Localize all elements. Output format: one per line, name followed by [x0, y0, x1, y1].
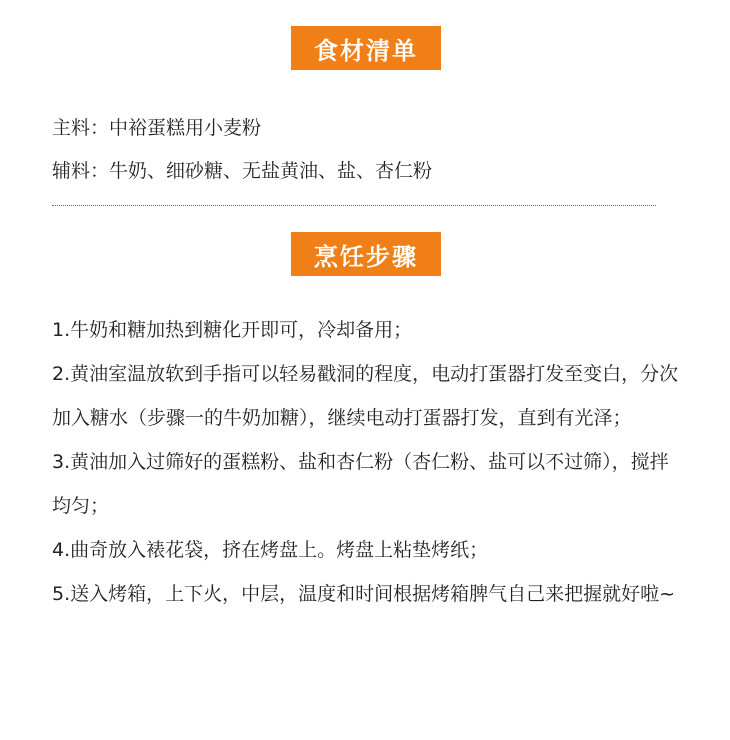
steps-list: [52, 308, 682, 616]
ingredients-title-badge: [291, 26, 441, 70]
aux-ingredient-line: 辅料：牛奶、细砂糖、无盐黄油、盐、杏仁粉: [52, 160, 433, 182]
step-item-5: 5.送入烤箱，上下火，中层，温度和时间根据烤箱脾气自己来把握就好啦~: [52, 583, 676, 605]
dotted-divider: [52, 205, 656, 206]
main-ingredient-line: 主料：中裕蛋糕用小麦粉: [52, 117, 262, 139]
step-item-4: 4.曲奇放入裱花袋，挤在烤盘上。烤盘上粘垫烤纸；: [52, 539, 489, 561]
step-item-2: 2.黄油室温放软到手指可以轻易戳洞的程度，电动打蛋器打发至变白，分次加入糖水（步骤一的牛奶加糖），继续电动打蛋器打发，直到有光泽；: [52, 363, 679, 429]
ingredients-title: 食材清单: [314, 36, 418, 65]
steps-title-badge: [291, 232, 441, 276]
step-item-3: 3.黄油加入过筛好的蛋糕粉、盐和杏仁粉（杏仁粉、盐可以不过筛），搅拌均匀；: [52, 451, 669, 517]
steps-title: 烹饪步骤: [314, 242, 418, 271]
step-item-1: 1.牛奶和糖加热到糖化开即可，冷却备用；: [52, 319, 413, 341]
